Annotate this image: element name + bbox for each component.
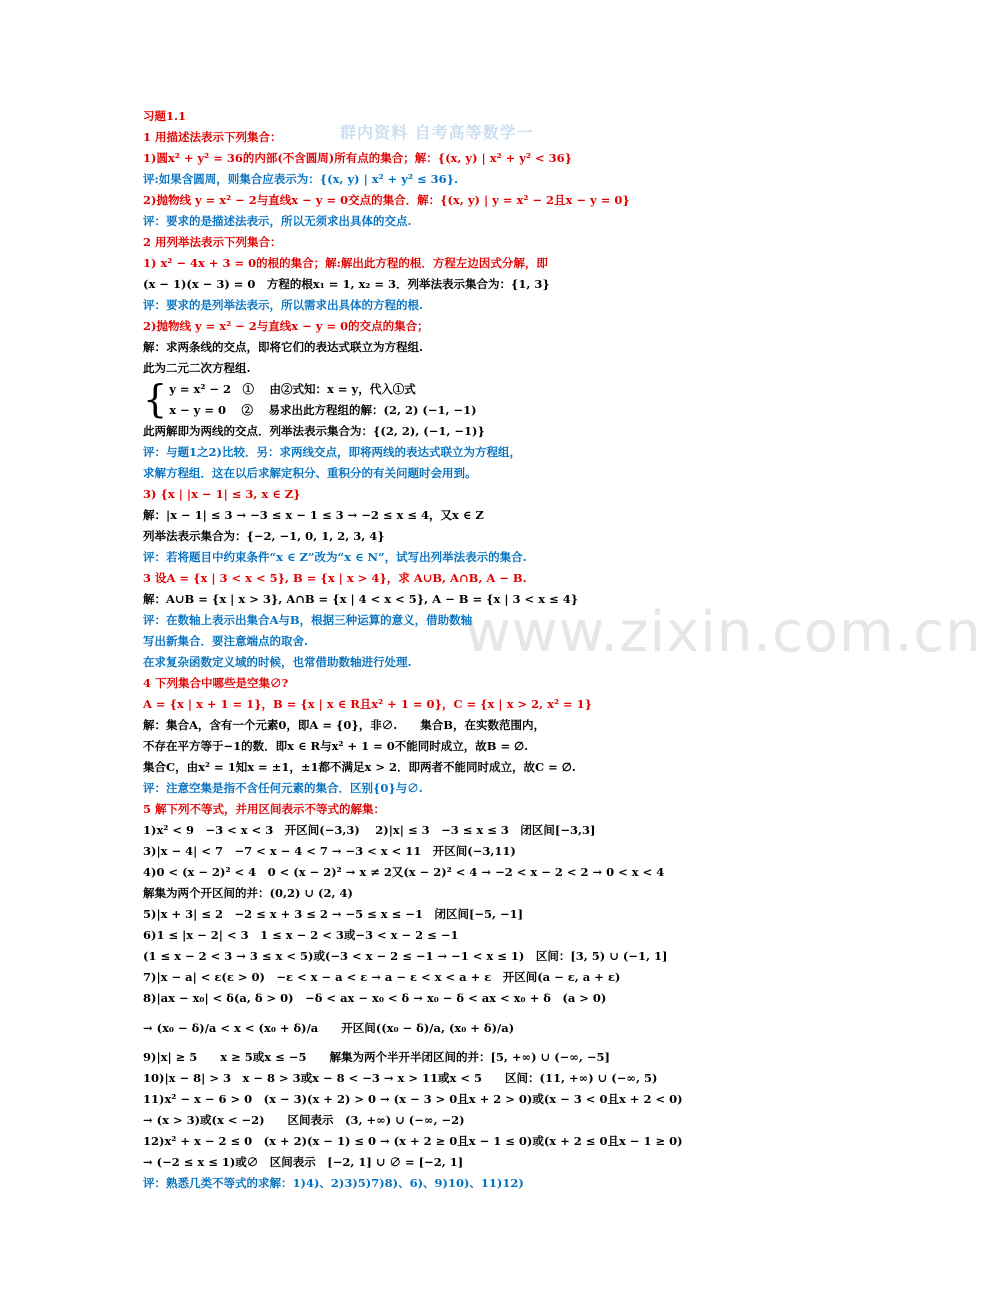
text-line-m18: 评：注意空集是指不含任何元素的集合．区别{0}与∅. — [143, 781, 423, 795]
text-line-m27: 7)|x − a| < ε(ε > 0) −ε < x − a < ε → a − ε < x < a + ε 开区间(a − ε, a + ε) — [143, 970, 621, 984]
text-line-m30: 9)|x| ≥ 5 x ≥ 5或x ≤ −5 解集为两个半开半闭区间的并：[5, +∞) ∪ (−∞, −5] — [143, 1050, 610, 1064]
brace-symbol: { — [143, 377, 168, 421]
text-line-l6: 评：要求的是描述法表示，所以无须求出具体的交点. — [143, 214, 412, 228]
text-line-l12: 解：求两条线的交点，即将它们的表达式联立为方程组. — [143, 340, 424, 354]
text-line-l9: (x − 1)(x − 3) = 0 方程的根x₁ = 1, x₂ = 3．列举法表示集合为：{1, 3} — [143, 277, 550, 291]
system-equation-1: y = x² − 2 ① 由②式知：x = y，代入①式 — [169, 382, 416, 396]
text-line-l1: 习题1.1 — [143, 109, 187, 123]
text-line-m19: 5 解下列不等式，并用区间表示不等式的解集： — [143, 802, 386, 816]
document-section-2 — [143, 421, 823, 1194]
text-line-l2: 1 用描述法表示下列集合： — [143, 130, 282, 144]
document-section-1 — [143, 106, 823, 379]
text-line-l8: 1) x² − 4x + 3 = 0的根的集合；解:解出此方程的根．方程左边因式分解，即 — [143, 256, 548, 270]
text-line-m7: 评：若将题目中约束条件“x ∈ Z”改为“x ∈ N”，试写出列举法表示的集合. — [143, 550, 527, 564]
text-line-m33: → (x > 3)或(x < −2) 区间表示 (3, +∞) ∪ (−∞, −2) — [143, 1113, 465, 1127]
text-line-m13: 4 下列集合中哪些是空集∅? — [143, 676, 289, 690]
system-equation-2: x − y = 0 ② 易求出此方程组的解：(2, 2) (−1, −1) — [169, 403, 477, 417]
text-line-m11: 写出新集合．要注意端点的取舍. — [143, 634, 309, 648]
text-line-m20: 1)x² < 9 −3 < x < 3 开区间(−3,3) 2)|x| ≤ 3 −3 ≤ x ≤ 3 闭区间[−3,3] — [143, 823, 596, 837]
text-line-m24: 5)|x + 3| ≤ 2 −2 ≤ x + 3 ≤ 2 → −5 ≤ x ≤ −1 闭区间[−5, −1] — [143, 907, 524, 921]
text-line-m21: 3)|x − 4| < 7 −7 < x − 4 < 7 → −3 < x < 11 开区间(−3,11) — [143, 844, 516, 858]
text-line-l11: 2)抛物线 y = x² − 2与直线x − y = 0的交点的集合； — [143, 319, 429, 333]
text-line-l13: 此为二元二次方程组. — [143, 361, 251, 375]
text-line-m29: → (x₀ − δ)/a < x < (x₀ + δ)/a 开区间((x₀ − δ)/a, (x₀ + δ)/a) — [143, 1021, 515, 1035]
text-line-m12: 在求复杂函数定义域的时候，也常借助数轴进行处理. — [143, 655, 412, 669]
text-line-l10: 评：要求的是列举法表示，所以需求出具体的方程的根. — [143, 298, 424, 312]
text-line-m16: 不存在平方等于−1的数．即x ∈ R与x² + 1 = 0不能同时成立，故B = ∅. — [143, 739, 529, 753]
text-line-l5: 2)抛物线 y = x² − 2与直线x − y = 0交点的集合．解：{(x, y) | y = x² − 2且x − y = 0} — [143, 193, 630, 207]
text-line-m36: 评：熟悉几类不等式的求解：1)4)、2)3)5)7)8)、6)、9)10)、11)12) — [143, 1176, 524, 1190]
text-line-m26: (1 ≤ x − 2 < 3 → 3 ≤ x < 5)或(−3 < x − 2 ≤ −1 → −1 < x ≤ 1) 区间：[3, 5) ∪ (−1, 1] — [143, 949, 668, 963]
text-line-m8: 3 设A = {x | 3 < x < 5}, B = {x | x > 4}，求 A∪B, A∩B, A − B. — [143, 571, 527, 585]
text-line-m22: 4)0 < (x − 2)² < 4 0 < (x − 2)² → x ≠ 2又(x − 2)² < 4 → −2 < x − 2 < 2 → 0 < x < 4 — [143, 865, 665, 879]
text-line-m35: → (−2 ≤ x ≤ 1)或∅ 区间表示 [−2, 1] ∪ ∅ = [−2, 1] — [143, 1155, 464, 1169]
header-watermark: 群内资料 自考高等数学一 — [340, 123, 534, 142]
text-line-l4: 评:如果含圆周，则集合应表示为：{(x, y) | x² + y² ≤ 36}. — [143, 172, 459, 186]
text-line-m5: 解：|x − 1| ≤ 3 → −3 ≤ x − 1 ≤ 3 → −2 ≤ x ≤ 4，又x ∈ Z — [143, 508, 484, 522]
equation-system — [143, 379, 823, 421]
text-line-m4: 3) {x | |x − 1| ≤ 3, x ∈ Z} — [143, 487, 301, 501]
text-line-m2: 评：与题1之2)比较．另：求两线交点，即将两线的表达式联立为方程组， — [143, 445, 521, 459]
text-line-m3: 求解方程组．这在以后求解定积分、重积分的有关问题时会用到。 — [143, 466, 477, 480]
text-line-m25: 6)1 ≤ |x − 2| < 3 1 ≤ x − 2 < 3或−3 < x − 2 ≤ −1 — [143, 928, 459, 942]
text-line-m1: 此两解即为两线的交点．列举法表示集合为：{(2, 2), (−1, −1)} — [143, 424, 485, 438]
text-line-m17: 集合C，由x² = 1知x = ±1，±1都不满足x > 2．即两者不能同时成立，故C = ∅. — [143, 760, 576, 774]
text-line-m34: 12)x² + x − 2 ≤ 0 (x + 2)(x − 1) ≤ 0 → (x + 2 ≥ 0且x − 1 ≤ 0)或(x + 2 ≤ 0且x − 1 ≥ 0) — [143, 1134, 683, 1148]
site-watermark: www.zixin.com.cn — [465, 600, 982, 665]
text-line-m6: 列举法表示集合为：{−2, −1, 0, 1, 2, 3, 4} — [143, 529, 385, 543]
text-line-m32: 11)x² − x − 6 > 0 (x − 3)(x + 2) > 0 → (x − 3 > 0且x + 2 > 0)或(x − 3 < 0且x + 2 < 0) — [143, 1092, 683, 1106]
text-line-m14: A = {x | x + 1 = 1}，B = {x | x ∈ R且x² + 1 = 0}，C = {x | x > 2, x² = 1} — [143, 697, 593, 711]
text-line-l3: 1)圆x² + y² = 36的内部(不含圆周)所有点的集合；解：{(x, y) | x² + y² < 36} — [143, 151, 573, 165]
text-line-m10: 评：在数轴上表示出集合A与B，根据三种运算的意义，借助数轴 — [143, 613, 473, 627]
text-line-m23: 解集为两个开区间的并：(0,2) ∪ (2, 4) — [143, 886, 353, 900]
text-line-m28: 8)|ax − x₀| < δ(a, δ > 0) −δ < ax − x₀ < δ → x₀ − δ < ax < x₀ + δ (a > 0) — [143, 991, 607, 1005]
text-line-m15: 解：集合A，含有一个元素0，即A = {0}，非∅. 集合B，在实数范围内， — [143, 718, 546, 732]
text-line-l7: 2 用列举法表示下列集合： — [143, 235, 282, 249]
text-line-m31: 10)|x − 8| > 3 x − 8 > 3或x − 8 < −3 → x > 11或x < 5 区间：(11, +∞) ∪ (−∞, 5) — [143, 1071, 658, 1085]
exercise-document — [143, 106, 823, 1194]
text-line-m9: 解：A∪B = {x | x > 3}, A∩B = {x | 4 < x < 5}, A − B = {x | 3 < x ≤ 4} — [143, 592, 579, 606]
